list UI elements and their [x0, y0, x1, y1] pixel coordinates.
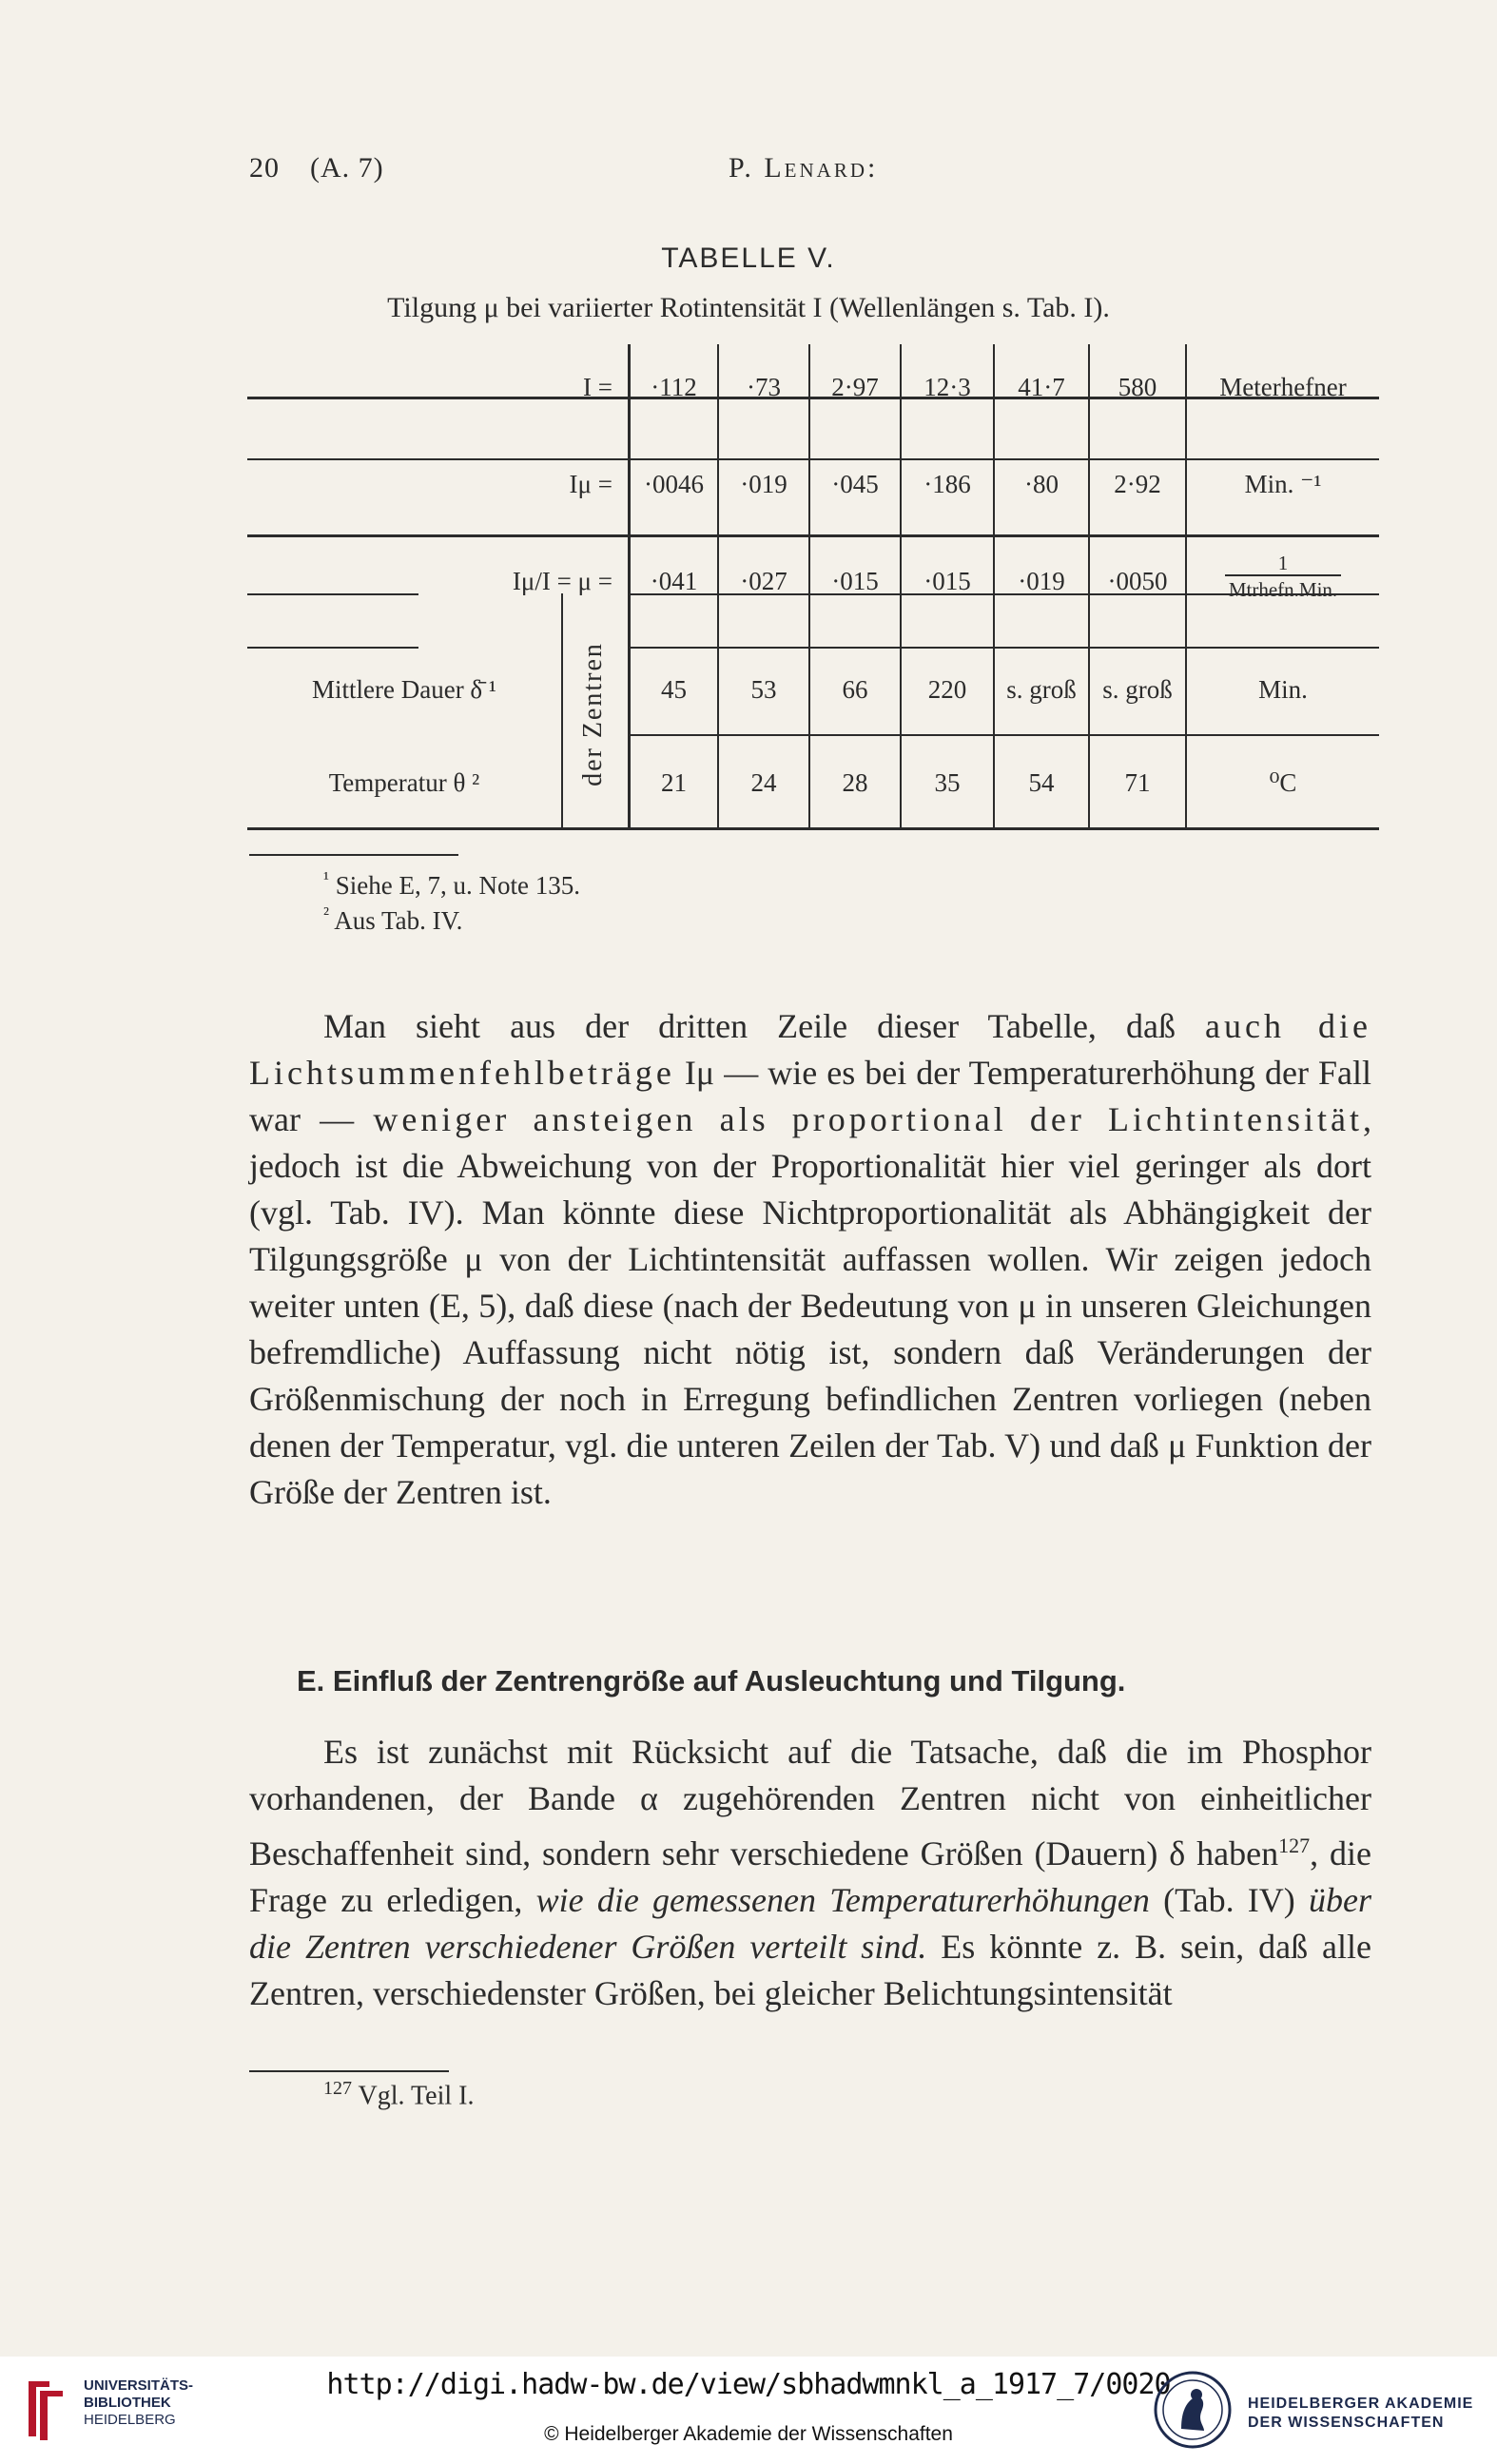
text-segment: Es könnte z. B. sein, daß alle Zentren, verschiedenster Größen, bei gleicher Belichtungsintensität — [249, 1928, 1371, 2012]
table-cell: ·73 — [747, 373, 781, 401]
table-cell: ·015 — [831, 567, 879, 595]
footnote-rule — [249, 854, 458, 856]
running-header — [249, 152, 1373, 190]
data-table — [247, 344, 1379, 829]
academy-name — [1248, 2395, 1473, 2433]
table-cell: 71 — [1124, 768, 1151, 797]
table-cell: 2·97 — [831, 373, 879, 401]
academy-line: DER WISSENSCHAFTEN — [1248, 2415, 1445, 2431]
row-label-temperature: Temperatur θ ² — [328, 768, 480, 797]
unit-cell: Meterhefner — [1219, 373, 1347, 401]
italic-text: wie die gemessenen Temperaturerhöhungen — [535, 1881, 1150, 1919]
footnote-2 — [323, 903, 462, 936]
table-cell: ·0046 — [644, 470, 704, 498]
copyright-text: © Heidelberger Akademie der Wissenschaften — [544, 2423, 953, 2445]
footnote-127 — [323, 2078, 474, 2111]
unit-fraction — [1187, 552, 1379, 601]
table-cell: 2·92 — [1114, 470, 1161, 498]
academy-seal-icon — [1153, 2370, 1233, 2450]
table-cell: 21 — [661, 768, 687, 797]
table-cell: ·80 — [1024, 470, 1059, 498]
table-caption: Tilgung μ bei variierter Rotintensität I (Wellenlängen s. Tab. I). — [387, 292, 1110, 323]
library-line: UNIVERSITÄTS- — [84, 2377, 194, 2394]
table-cell: 24 — [750, 768, 777, 797]
footnote-ref: 127 — [1278, 1833, 1311, 1857]
library-line: HEIDELBERG — [84, 2412, 176, 2428]
table-cell: 54 — [1028, 768, 1055, 797]
table-cell: ·041 — [650, 567, 698, 595]
row-label-i-mu: Iμ = — [569, 470, 612, 498]
table-cell: 12·3 — [923, 373, 971, 401]
table-cell: ·112 — [651, 373, 697, 401]
text-segment: Es ist zunächst mit Rücksicht auf die Tatsache, daß die im Phosphor vorhandenen, der Bande α zugehörenden Zentren nicht von einheitlicher Beschaffenheit sind, sondern sehr verschiedene Größen (Dauern) δ haben — [249, 1733, 1371, 1872]
section-heading: E. Einfluß der Zentrengröße auf Ausleuchtung und Tilgung. — [297, 1664, 1126, 1698]
footnote-text: Vgl. Teil I. — [358, 2081, 475, 2111]
row-label-intensity: I = — [583, 373, 612, 401]
unit-numerator: 1 — [1277, 552, 1289, 574]
table-title: TABELLE V. — [661, 243, 836, 274]
table-cell: 220 — [927, 675, 967, 704]
unit-cell: Min. ⁻¹ — [1244, 470, 1322, 498]
row-label-mu: Iμ/I = μ = — [512, 567, 612, 595]
unit-cell: ⁰C — [1269, 768, 1297, 797]
bottom-bar — [0, 2357, 1497, 2464]
table-cell: ·186 — [923, 470, 971, 498]
table-cell: ·045 — [831, 470, 879, 498]
footnote-mark: ² — [323, 903, 329, 924]
footnote-text: Siehe E, 7, u. Note 135. — [335, 871, 580, 900]
table-cell: 53 — [750, 675, 777, 704]
spaced-text: weniger ansteigen als proportional der Lichtintensität — [373, 1100, 1363, 1138]
header-author: P. Lenard: — [729, 152, 879, 184]
library-line: BIBLIOTHEK — [84, 2395, 171, 2411]
text-segment: Man sieht aus der dritten Zeile dieser Tabelle, daß — [323, 1007, 1206, 1045]
paragraph-2 — [249, 1729, 1371, 2017]
table-cell: 66 — [842, 675, 868, 704]
table-cell: ·015 — [923, 567, 971, 595]
table-cell: ·019 — [740, 470, 787, 498]
table-cell: ·019 — [1018, 567, 1065, 595]
text-segment: Iμ — wie es bei der Temperaturerhöhung der Fall war — — [249, 1054, 1371, 1138]
italic-text: über die Zentren verschiedener Größen verteilt sind. — [249, 1881, 1372, 1966]
permalink-url[interactable]: http://digi.hadw-bw.de/view/sbhadwmnkl_a_1917_7/0020 — [326, 2368, 1171, 2401]
text-segment: , die Frage zu erledigen, — [249, 1834, 1372, 1919]
spaced-text: auch die Lichtsummenfehlbeträge — [249, 1007, 1372, 1092]
table-cell: s. groß — [1006, 675, 1077, 704]
table-cell: ·0050 — [1107, 567, 1168, 595]
vertical-label: der Zentren — [578, 642, 608, 786]
table-cell: 45 — [661, 675, 687, 704]
footnote-mark: 127 — [323, 2078, 352, 2099]
table-cell: ·027 — [740, 567, 787, 595]
table-cell: 35 — [934, 768, 961, 797]
unit-denominator: Mtrhefn.Min. — [1225, 574, 1341, 601]
text-segment: , jedoch ist die Abweichung von der Proportionalität hier viel geringer als dort (vgl. Tab. IV). Man könnte diese Nichtproportionalität als Abhängigkeit der Tilgungsgröße μ von der Lichtintensität auffassen wollen. Wir zeigen jedoch weiter unten (E, 5), daß diese (nach der Bedeutung von μ in unseren Gleichungen befremdliche) Auffassung nicht nötig ist, sondern daß Veränderungen der Größenmischung der noch in Erregung befindlichen Zentren vorliegen (neben denen der Temperatur, vgl. die unteren Zeilen der Tab. V) und daß μ Funktion der Größe der Zentren ist. — [249, 1100, 1371, 1511]
text-segment: (Tab. IV) — [1149, 1881, 1310, 1919]
table-cell: 41·7 — [1018, 373, 1065, 401]
table-cell: 28 — [842, 768, 868, 797]
footnote-rule — [249, 2070, 449, 2072]
footnote-1 — [323, 868, 580, 901]
table-cell: s. groß — [1102, 675, 1173, 704]
paragraph-1 — [249, 1003, 1371, 1516]
footnote-text: Aus Tab. IV. — [334, 906, 463, 935]
academy-line: HEIDELBERGER AKADEMIE — [1248, 2396, 1474, 2412]
footnote-mark: ¹ — [323, 868, 329, 889]
unit-cell: Min. — [1258, 675, 1308, 704]
page-number: 20 — [249, 152, 280, 184]
header-reference: (A. 7) — [310, 152, 384, 184]
row-label-duration: Mittlere Dauer δ̄ ¹ — [312, 675, 496, 704]
table-cell: 580 — [1118, 373, 1157, 401]
